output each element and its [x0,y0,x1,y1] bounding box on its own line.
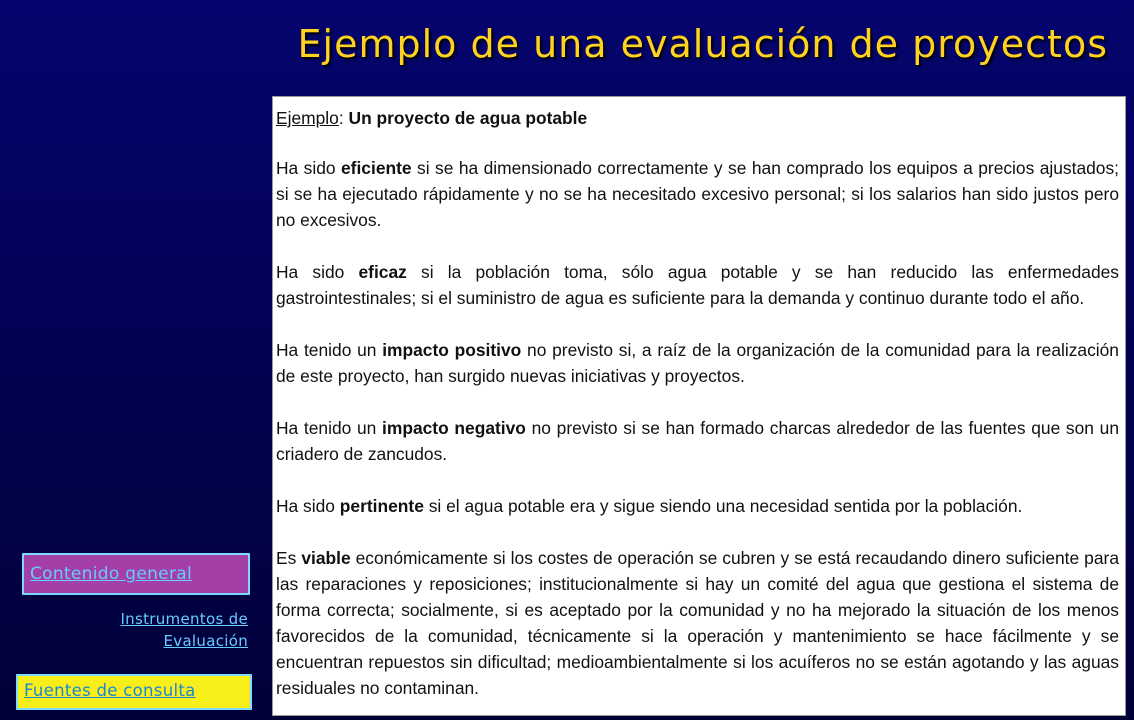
term-pertinente: pertinente [339,496,424,516]
term-viable: viable [301,548,351,568]
paragraph-impacto-negativo: Ha tenido un impacto negativo no previsto si se han formado charcas alrededor de las fuentes que son un criadero de zancudos. [276,418,1120,464]
instrumentos-evaluacion-link[interactable] [60,608,248,652]
paragraph-impacto-positivo: Ha tenido un impacto positivo no previsto si, a raíz de la organización de la comunidad para la realización de este proyecto, han surgido nuevas iniciativas y proyectos. [276,340,1119,386]
document-heading [276,105,1119,131]
paragraph-pertinente: Ha sido pertinente si el agua potable era y sigue siendo una necesidad sentida por la población. [276,496,1023,516]
heading-text: Un proyecto de agua potable [348,108,588,128]
paragraph-viable: Es viable económicamente si los costes de operación se cubren y se está recaudando dinero suficiente para las reparaciones y reposiciones; institucionalmente si hay un comité del agua que gestiona el sistema de forma correcta; socialmente, si es aceptado por la comunidad y no ha mejorado la situación de los menos favorecidos de la comunidad, técnicamente si la operación y mantenimiento se hace fácilmente y se encuentran repuestos sin dificultad; medioambientalmente si los acuíferos no se están agotando y las aguas residuales no contaminan. [276,548,1119,698]
instrumentos-line1: Instrumentos de [120,610,248,628]
fuentes-de-consulta-link[interactable]: Fuentes de consulta [16,674,252,710]
contenido-general-link[interactable]: Contenido general [22,553,250,595]
paragraph-eficiente: Ha sido eficiente si se ha dimensionado correctamente y se han comprado los equipos a precios ajustados; si se ha ejecutado rápidamente y no se ha necesitado excesivo personal; si los salarios han sido justos pero no excesivos. [276,158,1120,230]
term-impacto-negativo: impacto negativo [382,418,526,438]
slide-title: Ejemplo de una evaluación de proyectos [297,22,1108,66]
term-eficiente: eficiente [341,158,412,178]
term-eficaz: eficaz [358,262,407,282]
heading-separator: : [338,108,349,128]
document-panel [272,96,1126,716]
instrumentos-line2: Evaluación [163,632,248,650]
heading-label: Ejemplo [276,108,339,128]
term-impacto-positivo: impacto positivo [382,340,522,360]
paragraph-eficaz: Ha sido eficaz si la población toma, sólo agua potable y se han reducido las enfermedades gastrointestinales; si el suministro de agua es suficiente para la demanda y continuo durante todo el año. [276,262,1119,308]
